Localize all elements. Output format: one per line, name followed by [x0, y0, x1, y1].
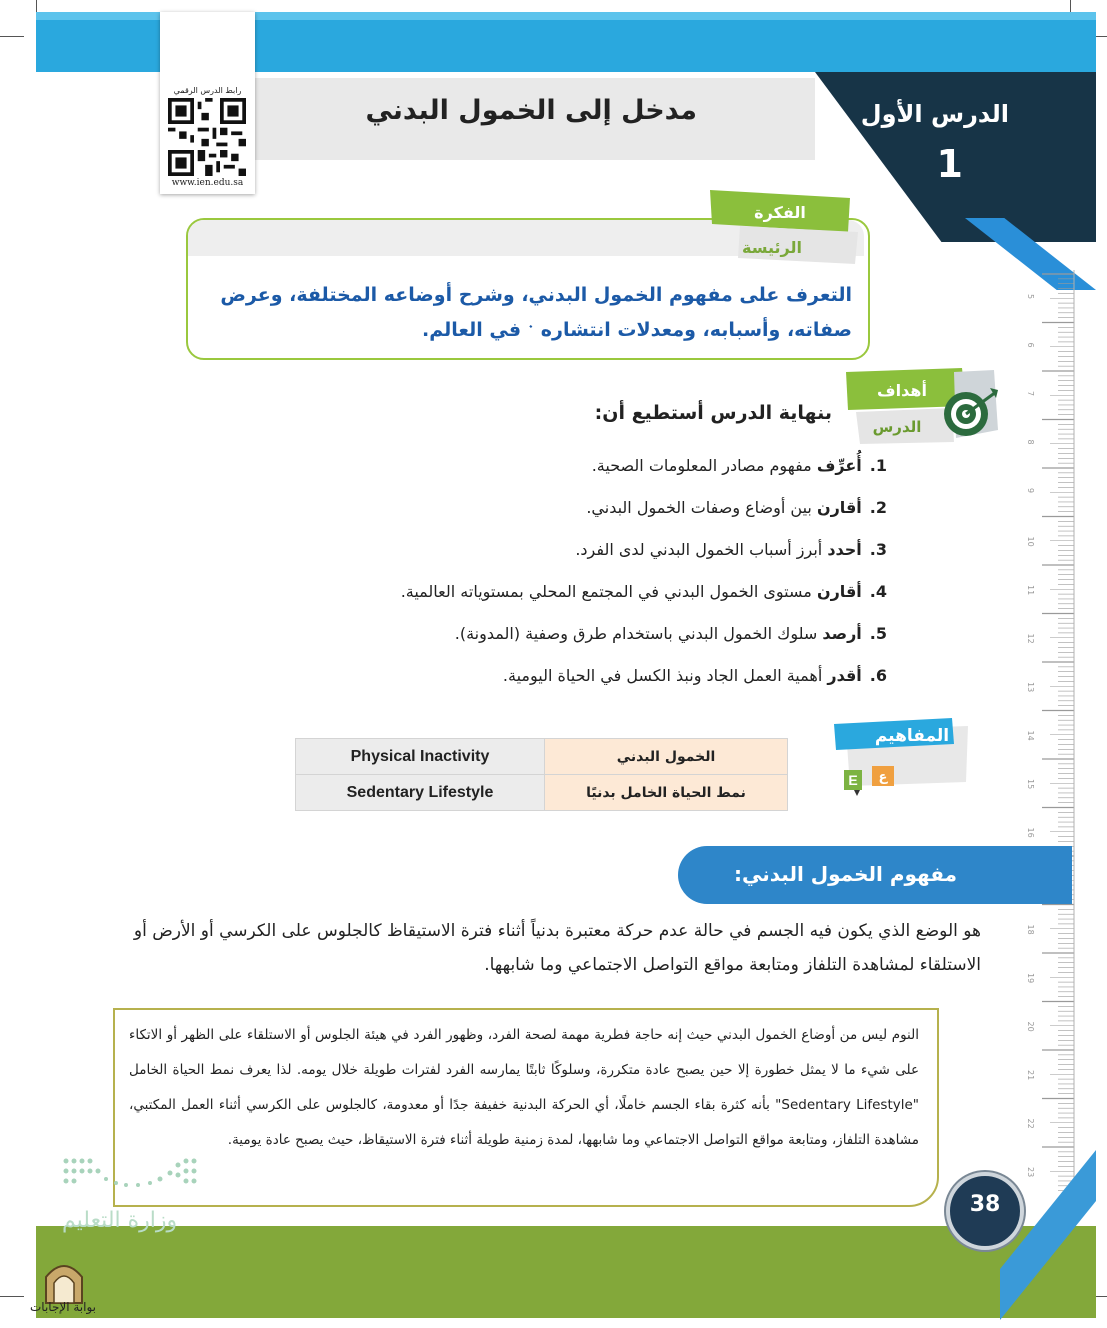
definition-text: هو الوضع الذي يكون فيه الجسم في حالة عدم حركة معتبرة بدنياً أثناء فترة الاستيقاظ كالجلوس على الكرسي أو الأرض أو الاستلقاء لمشاهدة التلفاز ومتابعة مواقع التواصل الاجتماعي وما شابهها. — [133, 921, 981, 975]
objective-item — [455, 624, 887, 643]
objective-text: مفهوم مصادر المعلومات الصحية. — [591, 456, 817, 475]
objective-number: 6. — [869, 666, 887, 685]
lesson-label: الدرس الأول — [860, 100, 1009, 128]
objective-verb: أحدد — [827, 540, 862, 559]
objective-number: 2. — [869, 498, 887, 517]
crop-mark — [1070, 0, 1071, 12]
concepts-table — [295, 738, 788, 811]
objective-text: أبرز أسباب الخمول البدني لدى الفرد. — [575, 540, 828, 559]
objective-item — [401, 582, 887, 601]
concept-en: Sedentary Lifestyle — [296, 775, 545, 811]
objective-item — [586, 498, 887, 517]
objective-item — [503, 666, 887, 685]
ruler-label: 10 — [1026, 536, 1035, 547]
main-idea-text: التعرف على مفهوم الخمول البدني، وشرح أوضاعه المختلفة، وعرض صفاته، وأسبابه، ومعدلات انتشاره ﮲ في العالم. — [220, 284, 852, 341]
objective-verb: أقارن — [816, 582, 862, 601]
badge-ar: ع — [878, 770, 888, 785]
ruler-label: 14 — [1026, 730, 1035, 741]
ruler-label: 13 — [1026, 682, 1035, 693]
ruler-label: 20 — [1026, 1021, 1035, 1032]
ruler-label: 18 — [1026, 924, 1035, 935]
concepts-tab-label: المفاهيم — [874, 726, 950, 746]
objective-number: 4. — [869, 582, 887, 601]
objective-text: بين أوضاع وصفات الخمول البدني. — [586, 498, 817, 517]
objective-item — [592, 456, 887, 475]
qr-label: رابط الدرس الرقمي — [173, 86, 242, 95]
objective-text: أهمية العمل الجاد ونبذ الكسل في الحياة اليومية. — [502, 666, 828, 685]
objective-number: 3. — [869, 540, 887, 559]
ministry-name: وزارة التعليم — [62, 1208, 178, 1233]
objective-text: سلوك الخمول البدني باستخدام طرق وصفية (المدونة). — [454, 624, 823, 643]
ruler-label: 5 — [1026, 294, 1035, 300]
crop-mark — [0, 36, 24, 37]
lesson-title: مدخل إلى الخمول البدني — [365, 95, 697, 126]
badge-en: E — [848, 772, 858, 788]
main-idea-tab-line1: الفكرة — [754, 203, 806, 222]
objective-text: مستوى الخمول البدني في المجتمع المحلي بمستوياته العالمية. — [400, 582, 817, 601]
objectives-tab-line2: الدرس — [872, 418, 922, 436]
ruler-label: 12 — [1026, 633, 1035, 644]
qr-url: www.ien.edu.sa — [171, 178, 244, 188]
main-idea-tab — [700, 186, 860, 266]
objective-verb: أقدر — [827, 666, 862, 685]
portal-name: بوابة الإجابات — [30, 1300, 97, 1314]
note-text: النوم ليس من أوضاع الخمول البدني حيث إنه حاجة فطرية مهمة لصحة الفرد، وظهور الفرد في هيئة الجلوس أو الاستلقاء على الظهر أو الاتكاء على شيء ما لا يمثل خطورة إلا حين يصبح عادة متكررة، وسلوكًا ثابتًا يمارسه الفرد لفترات طويلة خلال يومه. لذا يعرف نمط الحياة الخامل "Sedentary Lifestyle" بأنه كثرة بقاء الجسم خاملًا، أي الحركة البدنية خفيفة جدًا أو معدومة، كالجلوس على الكرسي أثناء العمل المكتبي، مشاهدة التلفاز، ومتابعة مواقع التواصل الاجتماعي وما شابهها، لمدة زمنية طويلة أثناء فترة الاستيقاظ، حيث يصبح عادة يومية. — [129, 1027, 920, 1148]
crop-mark — [36, 0, 37, 12]
ministry-logo-icon — [62, 1155, 202, 1195]
concept-ar: نمط الحياة الخامل بدنيًا — [545, 775, 788, 811]
page-ruler — [1016, 270, 1076, 1210]
ruler-label: 16 — [1026, 827, 1035, 838]
crop-mark — [0, 1296, 24, 1297]
objective-verb: أُعرِّف — [816, 456, 862, 475]
concepts-tab — [832, 716, 972, 806]
bottom-banner — [36, 1226, 1096, 1318]
ruler-label: 8 — [1026, 439, 1035, 445]
ruler-label: 11 — [1026, 585, 1035, 596]
main-idea-tab-line2: الرئيسة — [742, 238, 802, 257]
ruler-label: 7 — [1026, 391, 1035, 397]
ruler-label: 22 — [1026, 1118, 1035, 1129]
objective-verb: أقارن — [816, 498, 862, 517]
objective-number: 1. — [869, 456, 887, 475]
qr-code-icon[interactable] — [168, 98, 246, 176]
objective-verb: أرصد — [822, 624, 862, 643]
ruler-label: 23 — [1026, 1167, 1035, 1178]
table-row — [296, 739, 788, 775]
ruler-label: 15 — [1026, 779, 1035, 790]
page-number: 38 — [969, 1192, 1001, 1217]
objective-item — [575, 540, 887, 559]
section-heading: مفهوم الخمول البدني: — [733, 862, 957, 886]
concept-en: Physical Inactivity — [296, 739, 545, 775]
table-row — [296, 775, 788, 811]
ruler-label: 21 — [1026, 1070, 1035, 1081]
ruler-label: 19 — [1026, 973, 1035, 984]
portal-logo-icon[interactable] — [42, 1255, 86, 1305]
ruler-label: 6 — [1026, 342, 1035, 348]
objectives-intro: بنهاية الدرس أستطيع أن: — [594, 402, 832, 424]
lesson-number: 1 — [936, 142, 963, 186]
target-icon — [940, 386, 1000, 438]
objective-number: 5. — [869, 624, 887, 643]
concept-ar: الخمول البدني — [545, 739, 788, 775]
objectives-tab-line1: أهداف — [877, 381, 927, 400]
ruler-label: 9 — [1026, 488, 1035, 494]
